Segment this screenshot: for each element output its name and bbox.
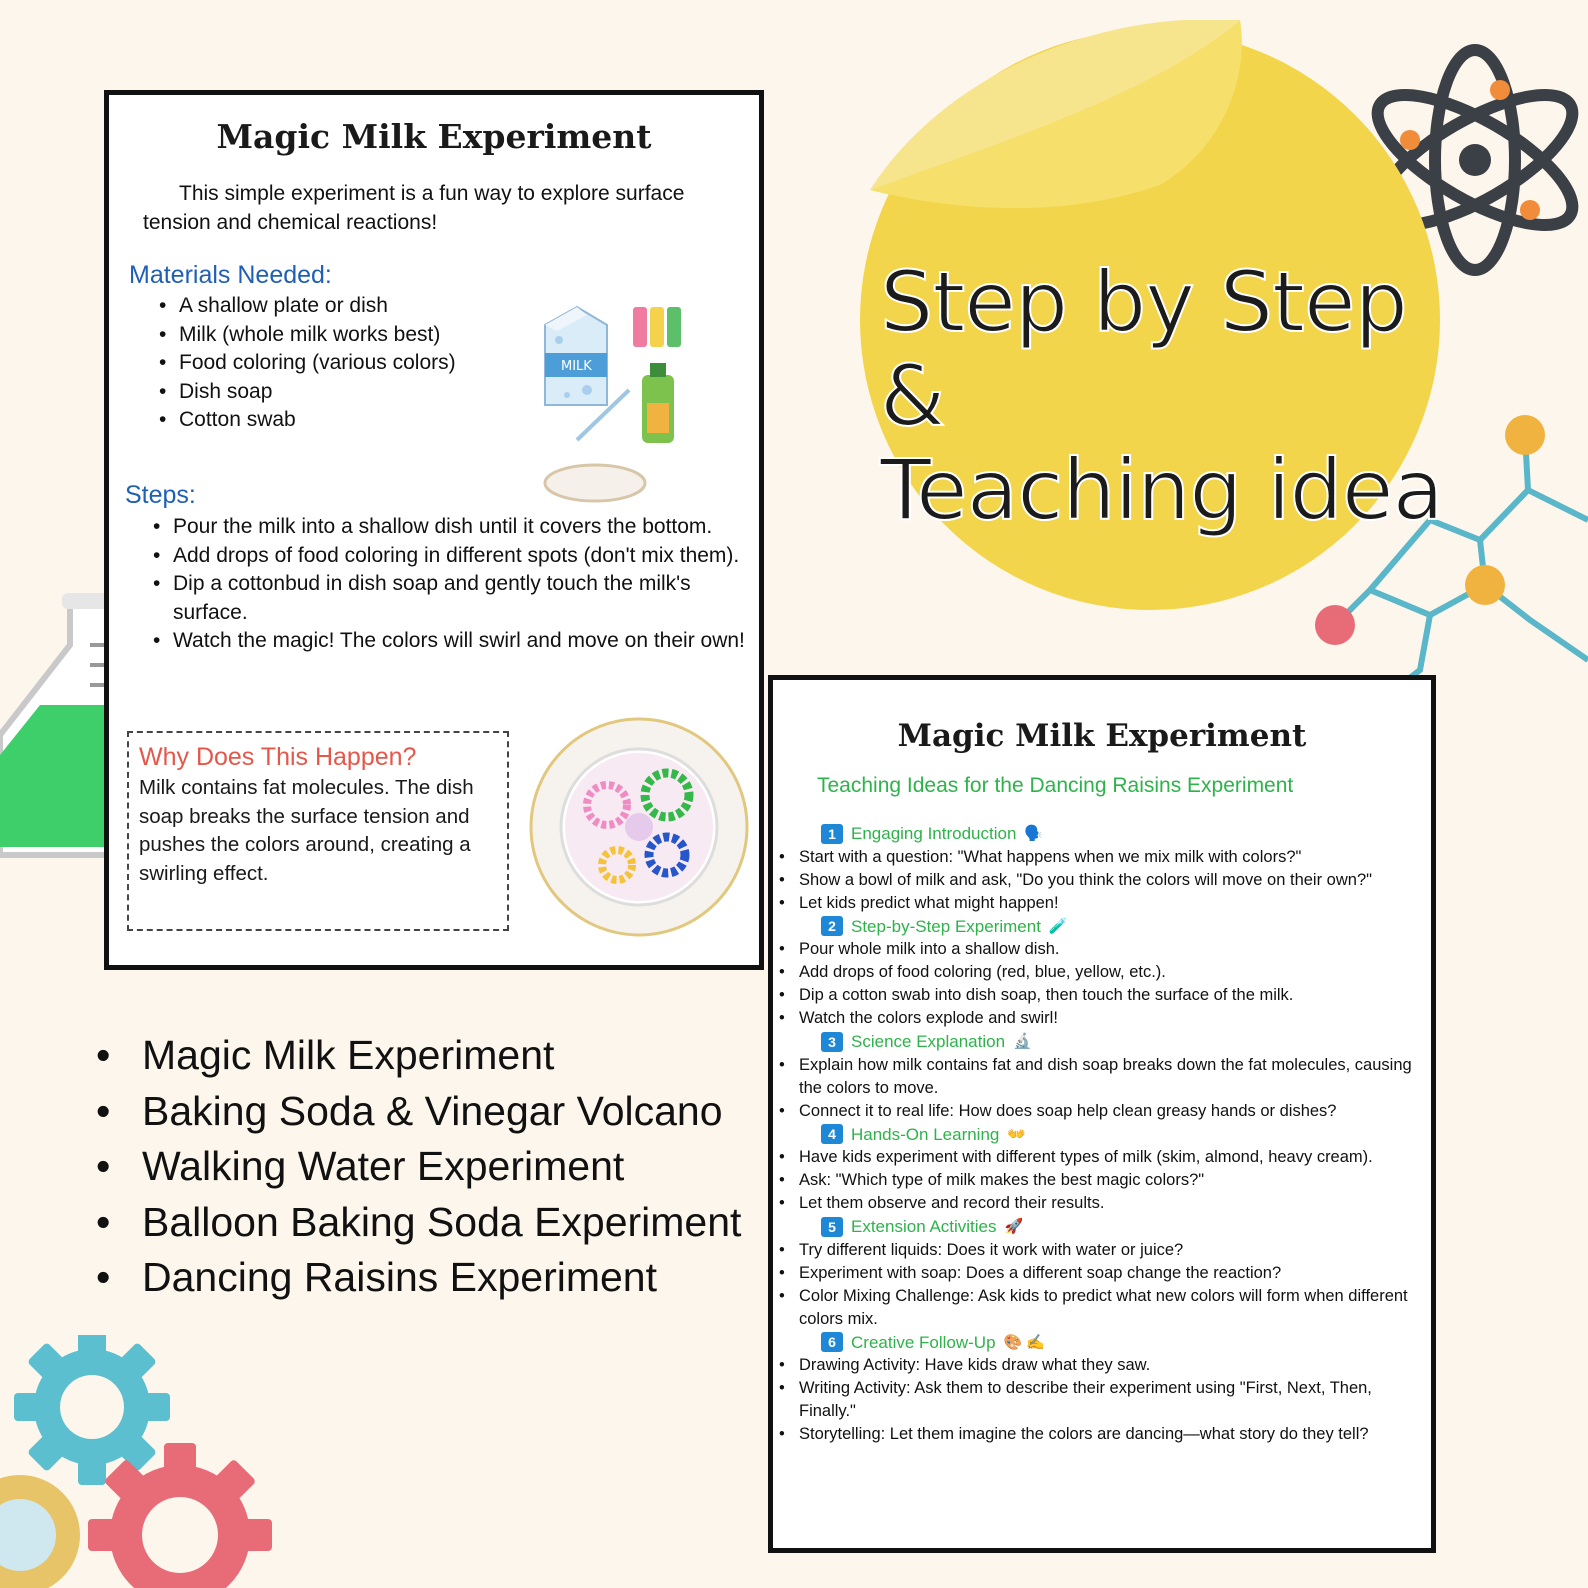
section-heading	[821, 1215, 1413, 1239]
section-title: Extension Activities	[851, 1217, 997, 1236]
list-item: • Dip a cottonbud in dish soap and gently touch the milk's surface.	[147, 570, 747, 627]
list-item: • Watch the colors explode and swirl!	[773, 1007, 1413, 1030]
section-list	[773, 1354, 1413, 1446]
list-item: • Drawing Activity: Have kids draw what they saw.	[773, 1354, 1413, 1377]
steps-list	[147, 513, 747, 656]
list-item: • Pour the milk into a shallow dish until it covers the bottom.	[147, 513, 747, 542]
materials-illustration	[537, 295, 687, 505]
teaching-sections	[773, 822, 1413, 1446]
sticker-line-2: Teaching idea	[880, 441, 1444, 539]
list-item: • Baking Soda & Vinegar Volcano	[92, 1084, 741, 1140]
explanation-title: Why Does This Happen?	[139, 743, 417, 771]
section-list	[773, 846, 1413, 915]
sticker-headline	[880, 255, 1480, 537]
section-list	[773, 1239, 1413, 1331]
list-item: • Cotton swab	[153, 406, 533, 435]
list-item: • Writing Activity: Ask them to describe their experiment using "First, Next, Then, Finally."	[773, 1377, 1413, 1423]
steps-heading: Steps:	[125, 481, 196, 509]
section-number-badge: 3	[821, 1032, 843, 1052]
list-item: • Add drops of food coloring (red, blue, yellow, etc.).	[773, 961, 1413, 984]
carton-label: MILK	[561, 359, 592, 374]
list-item: • Let them observe and record their results.	[773, 1192, 1413, 1215]
list-item: • Ask: "Which type of milk makes the best magic colors?"	[773, 1169, 1413, 1192]
sticker-line-1: Step by Step &	[880, 253, 1407, 445]
list-item: • Walking Water Experiment	[92, 1139, 741, 1195]
list-item: • Dip a cotton swab into dish soap, then touch the surface of the milk.	[773, 984, 1413, 1007]
list-item: • Dancing Raisins Experiment	[92, 1250, 741, 1306]
card-title: Magic Milk Experiment	[216, 117, 652, 156]
list-item: • Add drops of food coloring in different spots (don't mix them).	[147, 542, 747, 571]
section-list	[773, 1146, 1413, 1215]
materials-list	[153, 292, 533, 435]
section-heading	[821, 1030, 1413, 1054]
section-list	[773, 1054, 1413, 1123]
milk-plate-illustration	[527, 715, 751, 939]
section-heading	[821, 915, 1413, 939]
section-title: Hands-On Learning	[851, 1124, 1000, 1144]
materials-heading: Materials Needed:	[129, 261, 332, 289]
gears-illustration	[0, 1335, 290, 1588]
list-item: • Magic Milk Experiment	[92, 1028, 741, 1084]
section-emoji-icon: 🗣️	[1024, 825, 1044, 842]
card-subtitle: Teaching Ideas for the Dancing Raisins Experiment	[817, 774, 1294, 797]
list-item: • Let kids predict what might happen!	[773, 892, 1413, 915]
list-item: • A shallow plate or dish	[153, 292, 533, 321]
list-item: • Try different liquids: Does it work with water or juice?	[773, 1239, 1413, 1262]
section-emoji-icon: 🔬	[1013, 1033, 1032, 1050]
list-item: • Experiment with soap: Does a different soap change the reaction?	[773, 1262, 1413, 1285]
explanation-box	[127, 731, 509, 931]
section-list	[773, 938, 1413, 1030]
teaching-ideas-card	[768, 675, 1436, 1553]
section-emoji-icon: 🎨 ✍️	[1003, 1333, 1046, 1351]
section-title: Step-by-Step Experiment	[851, 916, 1041, 936]
section-heading	[821, 822, 1413, 846]
section-number-badge: 2	[821, 916, 843, 936]
section-title: Creative Follow-Up	[851, 1332, 996, 1352]
section-emoji-icon: 🧪	[1048, 917, 1068, 935]
list-item: • Show a bowl of milk and ask, "Do you think the colors will move on their own?"	[773, 869, 1413, 892]
section-title: Engaging Introduction	[851, 824, 1017, 843]
worksheet-card	[104, 90, 764, 970]
list-item: • Milk (whole milk works best)	[153, 321, 533, 350]
list-item: • Dish soap	[153, 378, 533, 407]
section-heading	[821, 1123, 1413, 1147]
list-item: • Have kids experiment with different types of milk (skim, almond, heavy cream).	[773, 1146, 1413, 1169]
list-item: • Watch the magic! The colors will swirl and move on their own!	[147, 627, 747, 656]
section-number-badge: 6	[821, 1332, 843, 1352]
section-number-badge: 4	[821, 1124, 843, 1144]
list-item: • Start with a question: "What happens when we mix milk with colors?"	[773, 846, 1413, 869]
intro-text: This simple experiment is a fun way to explore surface tension and chemical reactions!	[143, 182, 685, 234]
card-title: Magic Milk Experiment	[897, 718, 1307, 754]
section-emoji-icon: 🚀	[1004, 1218, 1024, 1235]
explanation-body: Milk contains fat molecules. The dish soap breaks the surface tension and pushes the colors around, creating a swirling effect.	[139, 776, 474, 885]
list-item: • Storytelling: Let them imagine the colors are dancing—what story do they tell?	[773, 1423, 1413, 1446]
list-item: • Food coloring (various colors)	[153, 349, 533, 378]
list-item: • Balloon Baking Soda Experiment	[92, 1195, 741, 1251]
list-item: • Connect it to real life: How does soap help clean greasy hands or dishes?	[773, 1100, 1413, 1123]
list-item: • Color Mixing Challenge: Ask kids to predict what new colors will form when different colors mix.	[773, 1285, 1413, 1331]
section-emoji-icon: 👐	[1007, 1125, 1027, 1143]
section-heading	[821, 1331, 1413, 1355]
flask-illustration	[0, 585, 110, 865]
section-number-badge: 1	[821, 824, 843, 844]
experiment-list	[92, 1028, 741, 1306]
list-item: • Explain how milk contains fat and dish soap breaks down the fat molecules, causing the colors to move.	[773, 1054, 1413, 1100]
section-title: Science Explanation	[851, 1032, 1006, 1051]
list-item: • Pour whole milk into a shallow dish.	[773, 938, 1413, 961]
section-number-badge: 5	[821, 1217, 843, 1237]
